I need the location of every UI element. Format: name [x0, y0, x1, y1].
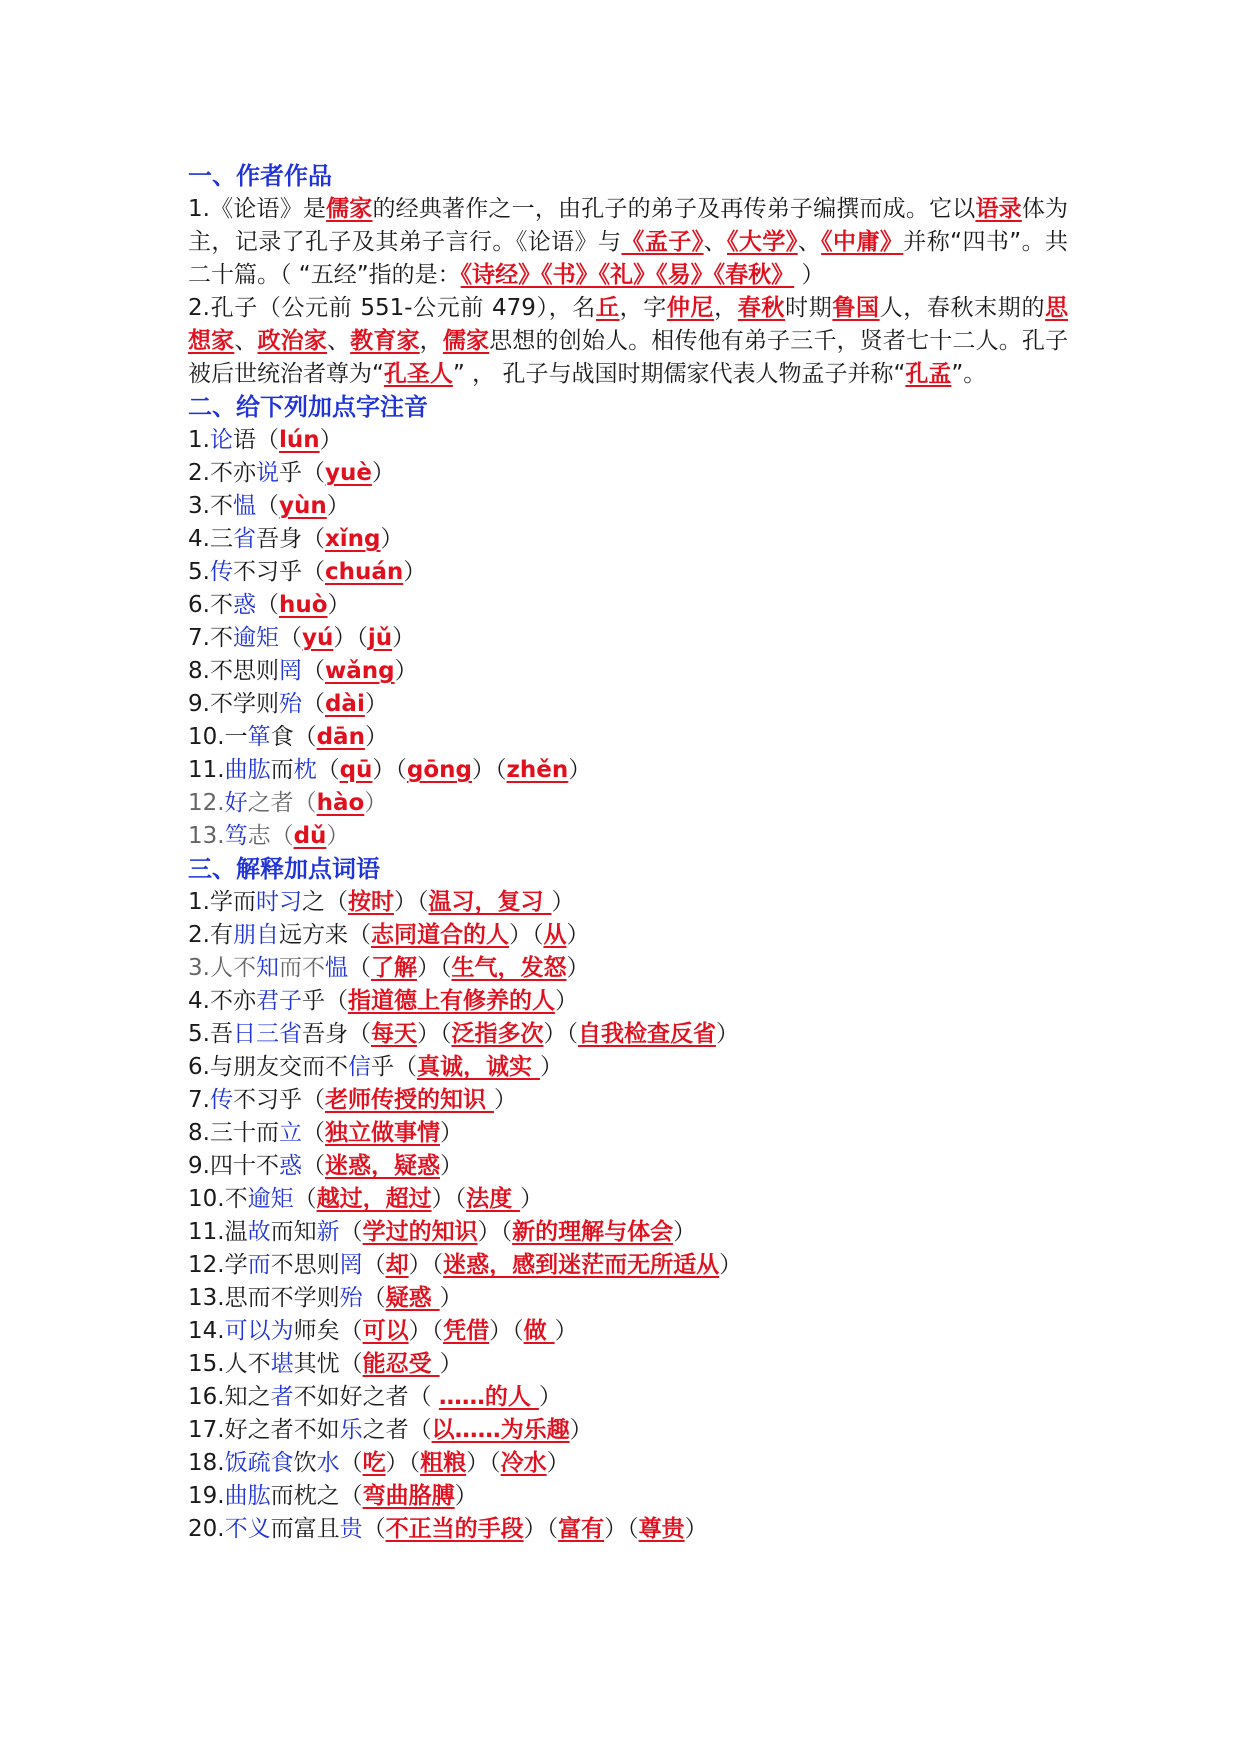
text-run: ）（	[543, 1021, 578, 1047]
text-run: ）	[327, 592, 351, 618]
text-run: ）	[403, 559, 427, 585]
highlighted-word: 贵	[339, 1516, 363, 1542]
highlighted-word: 水	[316, 1450, 340, 1476]
text-run: ）（	[408, 1252, 444, 1278]
section-title-author-works: 一、作者作品	[188, 162, 332, 190]
text-run: 师矣（	[293, 1318, 363, 1344]
answer-text: jǔ	[367, 625, 393, 651]
text-run: ）	[454, 1483, 478, 1509]
answer-text: 迷惑，感到迷茫而无所适从	[443, 1252, 720, 1278]
text-run: ）	[394, 658, 418, 684]
pinyin-item	[188, 523, 1068, 556]
text-run: 而	[270, 757, 294, 783]
answer-text: 《诗经》《书》《礼》《易》《春秋》	[460, 262, 795, 288]
text-run: 思想的创始人。相传他有弟子三千，贤者七十二人。孔子被后世统治者尊为“	[188, 328, 1069, 387]
text-run: 而知	[270, 1219, 317, 1245]
text-run: ）（	[604, 1516, 639, 1542]
answer-text: zhěn	[506, 757, 569, 783]
explain-item	[188, 1282, 1068, 1315]
text-run: ）	[439, 1120, 463, 1146]
explain-item	[188, 1513, 1068, 1546]
explain-item	[188, 985, 1068, 1018]
answer-text: 冷水	[500, 1450, 547, 1476]
explain-item	[188, 1249, 1068, 1282]
text-run: ）	[319, 427, 343, 453]
text-run: 而枕之（	[270, 1483, 363, 1509]
highlighted-word: 堪	[270, 1351, 294, 1377]
text-run: ）	[539, 1054, 563, 1080]
explain-item	[188, 1480, 1068, 1513]
text-run: 6.不	[188, 592, 233, 618]
answer-text: 《中庸》	[821, 229, 904, 255]
highlighted-word: 惑	[232, 592, 256, 618]
explain-item	[188, 886, 1068, 919]
answer-text: dān	[316, 724, 365, 750]
text-run: ）	[364, 790, 388, 816]
answer-text: 春秋	[737, 295, 786, 321]
text-run: 13.思而不学则	[188, 1285, 340, 1311]
text-run: 乎（	[370, 1054, 417, 1080]
text-run: ）	[715, 1021, 739, 1047]
pinyin-item	[188, 490, 1068, 523]
explain-item	[188, 1084, 1068, 1117]
text-run: ”。	[951, 361, 987, 387]
text-run: 饮	[293, 1450, 317, 1476]
explain-list	[188, 886, 1068, 1546]
highlighted-word: 愠	[232, 493, 256, 519]
text-run: 之（	[301, 889, 348, 915]
text-run: （	[339, 1219, 363, 1245]
highlighted-word: 殆	[339, 1285, 363, 1311]
highlighted-word: 罔	[339, 1252, 363, 1278]
text-run: ）（	[508, 922, 544, 948]
text-run: （	[293, 1186, 317, 1212]
explain-item	[188, 1183, 1068, 1216]
explain-item	[188, 1117, 1068, 1150]
text-run: ）	[554, 1318, 578, 1344]
text-run: ）	[364, 691, 388, 717]
text-run: 18.	[188, 1450, 225, 1476]
text-run: 其忧（	[293, 1351, 363, 1377]
highlighted-word: 可以为	[224, 1318, 294, 1344]
pinyin-item	[188, 424, 1068, 457]
answer-text: 指道德上有修养的人	[347, 988, 555, 1014]
answer-text: 儒家	[326, 196, 373, 222]
explain-item	[188, 1315, 1068, 1348]
text-run: ）	[326, 823, 350, 849]
highlighted-word: 说	[255, 460, 279, 486]
text-run: ）（	[477, 1219, 513, 1245]
text-run: （	[278, 625, 302, 651]
answer-text: hào	[316, 790, 365, 816]
highlighted-word: 信	[347, 1054, 371, 1080]
answer-text: 儒家	[442, 328, 490, 354]
text-run: （	[301, 1120, 325, 1146]
answer-text: 《大学》	[727, 229, 798, 255]
answer-text: yuè	[324, 460, 372, 486]
text-run: 1.学而	[188, 889, 256, 915]
text-run: 吾身（	[255, 526, 325, 552]
text-run: ，	[714, 295, 738, 321]
text-run: ）	[520, 1186, 544, 1212]
text-run: 不如好之者（	[293, 1384, 439, 1410]
text-run: ）	[568, 757, 592, 783]
text-run: 9.不学则	[188, 691, 279, 717]
text-run: ）	[538, 1384, 562, 1410]
pinyin-item	[188, 457, 1068, 490]
highlighted-word: 传	[209, 1087, 233, 1113]
text-run: 2.孔子（公元前 551-公元前 479），名	[188, 295, 596, 321]
answer-text: dài	[324, 691, 365, 717]
answer-text: 做	[523, 1318, 555, 1344]
answer-text: 生气，发怒	[451, 955, 567, 981]
answer-text: 可以	[362, 1318, 409, 1344]
text-run: ，	[419, 328, 443, 354]
text-run: ）（	[385, 1450, 421, 1476]
text-run: ）	[364, 724, 388, 750]
answer-text: 自我检查反省	[577, 1021, 716, 1047]
text-run: 之者（	[362, 1417, 432, 1443]
text-run: 6.与朋友交而不	[188, 1054, 348, 1080]
text-run: ）	[392, 625, 416, 651]
text-run: （	[255, 493, 279, 519]
answer-text: wǎng	[324, 658, 395, 684]
answer-text: 吃	[362, 1450, 386, 1476]
highlighted-word: 论	[209, 427, 233, 453]
text-run: ）	[569, 1417, 593, 1443]
explain-item	[188, 1150, 1068, 1183]
answer-text: xǐng	[324, 526, 381, 552]
text-run: 不习乎（	[232, 1087, 325, 1113]
text-run: 、	[234, 328, 258, 354]
text-run: 8.不思则	[188, 658, 279, 684]
text-run: 2.有	[188, 922, 233, 948]
answer-text: 志同道合的人	[370, 922, 509, 948]
text-run: 7.	[188, 1087, 210, 1113]
highlighted-word: 愠	[324, 955, 348, 981]
answer-text: 富有	[558, 1516, 605, 1542]
text-run: ）	[326, 493, 350, 519]
text-run: 不思则	[270, 1252, 340, 1278]
pinyin-item	[188, 556, 1068, 589]
answer-text: 能忍受	[362, 1351, 440, 1377]
answer-text: dǔ	[293, 823, 327, 849]
highlighted-word: 枕	[293, 757, 317, 783]
text-run: 乎（	[301, 988, 348, 1014]
text-run: 乎（	[278, 460, 325, 486]
answer-text: 按时	[347, 889, 394, 915]
pinyin-item	[188, 787, 1068, 820]
text-run: 1.	[188, 427, 210, 453]
explain-item	[188, 1051, 1068, 1084]
text-run: ）	[794, 262, 825, 288]
text-run: （	[301, 691, 325, 717]
pinyin-list	[188, 424, 1068, 853]
text-run: 而富且	[270, 1516, 340, 1542]
explain-item	[188, 952, 1068, 985]
text-run: 远方来（	[278, 922, 371, 948]
answer-text: 独立做事情	[324, 1120, 440, 1146]
highlighted-word: 时习	[255, 889, 302, 915]
highlighted-word: 饭疏食	[224, 1450, 294, 1476]
text-run: 11.温	[188, 1219, 248, 1245]
pinyin-item	[188, 589, 1068, 622]
text-run: 语（	[232, 427, 279, 453]
highlighted-word: 曲肱	[224, 757, 271, 783]
answer-text: 政治家	[257, 328, 327, 354]
text-run: ” ， 孔子与战国时期儒家代表人物孟子并称“	[452, 361, 906, 387]
answer-text: 每天	[370, 1021, 417, 1047]
answer-text: 以……为乐趣	[431, 1417, 570, 1443]
text-run: ）	[554, 988, 578, 1014]
text-run: 并称“四书”。共二十篇。（ “五经”指的是：	[188, 229, 1069, 288]
text-run: ）（	[393, 889, 429, 915]
answer-text: 孔孟	[905, 361, 952, 387]
answer-text: 丘	[595, 295, 620, 321]
highlighted-word: 者	[270, 1384, 294, 1410]
text-run: 10.一	[188, 724, 248, 750]
text-run: （	[339, 1450, 363, 1476]
answer-text: 真诚，诚实	[416, 1054, 540, 1080]
answer-text: 疑惑	[385, 1285, 440, 1311]
highlighted-word: 朋自	[232, 922, 279, 948]
text-run: ）（	[333, 625, 368, 651]
answer-text: chuán	[324, 559, 404, 585]
text-run: ）（	[466, 1450, 501, 1476]
text-run: 、	[703, 229, 728, 255]
text-run: 5.	[188, 559, 210, 585]
text-run: 7.不	[188, 625, 233, 651]
answer-text: 粗粮	[420, 1450, 467, 1476]
answer-text: 却	[385, 1252, 409, 1278]
highlighted-word: 新	[316, 1219, 340, 1245]
answer-text: huò	[278, 592, 328, 618]
text-run: ）	[551, 889, 575, 915]
text-run: 8.三十而	[188, 1120, 279, 1146]
text-run: ）	[566, 922, 590, 948]
section-title-pinyin: 二、给下列加点字注音	[188, 393, 428, 421]
text-run: 17.好之者不如	[188, 1417, 340, 1443]
text-run: 1.《论语》是	[188, 196, 327, 222]
answer-text: 迷惑，疑惑	[324, 1153, 440, 1179]
answer-text: 泛指多次	[451, 1021, 544, 1047]
text-run: 志（	[247, 823, 294, 849]
highlighted-word: 传	[209, 559, 233, 585]
highlighted-word: 逾矩	[247, 1186, 294, 1212]
highlighted-word: 知	[255, 955, 279, 981]
text-run: （	[316, 757, 340, 783]
text-run: ）	[566, 955, 590, 981]
text-run: 10.不	[188, 1186, 248, 1212]
text-run: ）	[380, 526, 404, 552]
text-run: ）	[684, 1516, 708, 1542]
answer-text: 教育家	[350, 328, 420, 354]
explain-item	[188, 1447, 1068, 1480]
text-run: （	[347, 955, 371, 981]
highlighted-word: 君子	[255, 988, 302, 1014]
answer-text: 越过，超过	[316, 1186, 432, 1212]
answer-text: 不正当的手段	[385, 1516, 524, 1542]
answer-text: 尊贵	[638, 1516, 685, 1542]
text-run: 12.学	[188, 1252, 248, 1278]
answer-text: yú	[301, 625, 334, 651]
pinyin-item	[188, 820, 1068, 853]
answer-text: 凭借	[443, 1318, 490, 1344]
highlighted-word: 乐	[339, 1417, 363, 1443]
answer-text: 孔圣人	[383, 361, 453, 387]
explain-item	[188, 919, 1068, 952]
text-run: 11.	[188, 757, 225, 783]
pinyin-item	[188, 688, 1068, 721]
text-run: 13.	[188, 823, 225, 849]
text-run: 15.人不	[188, 1351, 271, 1377]
text-run: 而不	[278, 955, 325, 981]
highlighted-word: 日三省	[232, 1021, 302, 1047]
text-run: 4.三	[188, 526, 233, 552]
text-run: 9.四十不	[188, 1153, 279, 1179]
text-run: 3.人不	[188, 955, 256, 981]
highlighted-word: 逾矩	[232, 625, 279, 651]
text-run: ）	[719, 1252, 743, 1278]
text-run: 19.	[188, 1483, 225, 1509]
answer-text: yùn	[278, 493, 327, 519]
answer-text: ……的人	[438, 1384, 539, 1410]
answer-text: 弯曲胳膊	[362, 1483, 455, 1509]
highlighted-word: 罔	[278, 658, 302, 684]
highlighted-word: 殆	[278, 691, 302, 717]
answer-text: gōng	[406, 757, 473, 783]
answer-text: 从	[543, 922, 567, 948]
text-run: （	[362, 1252, 386, 1278]
pinyin-item	[188, 721, 1068, 754]
text-run: ）（	[372, 757, 407, 783]
text-run: 时期	[785, 295, 833, 321]
text-run: ）	[371, 460, 395, 486]
answer-text: 语录	[975, 196, 1022, 222]
text-run: ）（	[472, 757, 507, 783]
text-run: 、	[797, 229, 822, 255]
highlighted-word: 惑	[278, 1153, 302, 1179]
answer-text: 温习，复习	[428, 889, 552, 915]
text-run: 人，春秋末期的	[879, 295, 1046, 321]
explain-item	[188, 1216, 1068, 1249]
explain-item	[188, 1381, 1068, 1414]
pinyin-item	[188, 655, 1068, 688]
pinyin-item	[188, 622, 1068, 655]
answer-text: 学过的知识	[362, 1219, 478, 1245]
text-run: ）	[673, 1219, 697, 1245]
highlighted-word: 笃	[224, 823, 248, 849]
text-run: （	[255, 592, 279, 618]
text-run: 体为主，记录了孔子及其弟子言行。《论语》与	[188, 196, 1069, 255]
answer-text: 法度	[466, 1186, 521, 1212]
highlighted-word: 省	[232, 526, 256, 552]
explain-item	[188, 1414, 1068, 1447]
text-run: ）（	[523, 1516, 559, 1542]
text-run: 12.	[188, 790, 225, 816]
text-run: ，字	[619, 295, 667, 321]
answer-text: 了解	[370, 955, 417, 981]
paragraph-kongzi	[188, 292, 1068, 391]
text-run: 食（	[270, 724, 317, 750]
text-run: ）	[493, 1087, 517, 1113]
answer-text: 《孟子》	[621, 229, 704, 255]
text-run: 14.	[188, 1318, 225, 1344]
highlighted-word: 立	[278, 1120, 302, 1146]
explain-item	[188, 1018, 1068, 1051]
text-run: ）（	[416, 955, 452, 981]
section-title-explain: 三、解释加点词语	[188, 855, 380, 883]
text-run: 不习乎（	[232, 559, 325, 585]
document-page	[188, 160, 1068, 1546]
text-run: ）	[546, 1450, 570, 1476]
highlighted-word: 箪	[247, 724, 271, 750]
text-run: （	[301, 1153, 325, 1179]
text-run: （	[362, 1285, 386, 1311]
explain-item	[188, 1348, 1068, 1381]
text-run: ）	[439, 1153, 463, 1179]
paragraph-lunyu	[188, 193, 1068, 292]
text-run: （	[301, 658, 325, 684]
highlighted-word: 不义	[224, 1516, 271, 1542]
text-run: 吾身（	[301, 1021, 371, 1047]
text-run: 的经典著作之一，由孔子的弟子及再传弟子编撰而成。它以	[372, 196, 976, 222]
text-run: ）（	[408, 1318, 444, 1344]
highlighted-word: 故	[247, 1219, 271, 1245]
answer-text: 新的理解与体会	[512, 1219, 674, 1245]
text-run: 5.吾	[188, 1021, 233, 1047]
text-run: ）（	[489, 1318, 524, 1344]
answer-text: 仲尼	[666, 295, 715, 321]
text-run: 3.不	[188, 493, 233, 519]
text-run: 、	[327, 328, 351, 354]
pinyin-item	[188, 754, 1068, 787]
answer-text: 老师传授的知识	[324, 1087, 494, 1113]
answer-text: 思想家	[188, 295, 1069, 354]
text-run: ）（	[416, 1021, 452, 1047]
highlighted-word: 而	[247, 1252, 271, 1278]
text-run: 4.不亦	[188, 988, 256, 1014]
answer-text: lún	[278, 427, 320, 453]
answer-text: qū	[339, 757, 373, 783]
text-run: ）（	[431, 1186, 467, 1212]
text-run: 20.	[188, 1516, 225, 1542]
text-run: ）	[439, 1351, 463, 1377]
text-run: ）	[439, 1285, 463, 1311]
highlighted-word: 曲肱	[224, 1483, 271, 1509]
text-run: 2.不亦	[188, 460, 256, 486]
highlighted-word: 好	[224, 790, 248, 816]
text-run: 之者（	[247, 790, 317, 816]
text-run: （	[362, 1516, 386, 1542]
answer-text: 鲁国	[832, 295, 880, 321]
text-run: 16.知之	[188, 1384, 271, 1410]
